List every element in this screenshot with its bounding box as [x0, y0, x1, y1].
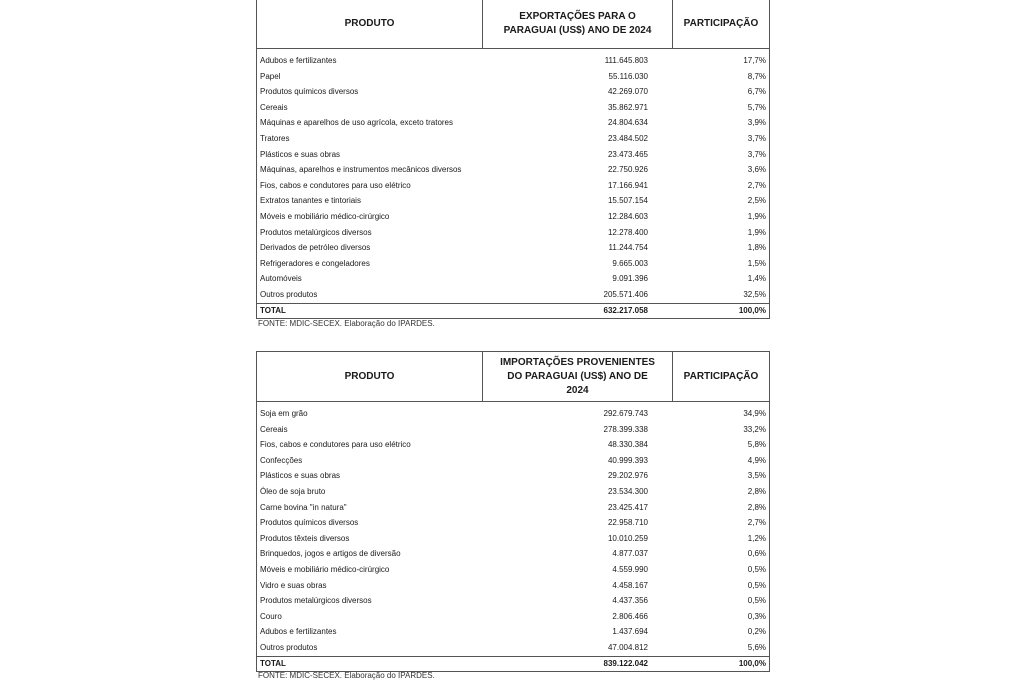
- table-row: [257, 484, 769, 500]
- table-row: [257, 578, 769, 594]
- value-cell: 10.010.259: [607, 533, 648, 543]
- product-cell: Adubos e fertilizantes: [260, 56, 337, 65]
- table-row: [257, 500, 769, 516]
- table-row: [257, 437, 769, 453]
- table-row: [257, 562, 769, 578]
- share-cell: 100,0%: [738, 305, 766, 315]
- share-cell: 1,8%: [747, 243, 766, 253]
- value-cell: 2.806.466: [612, 611, 648, 621]
- value-cell: 42.269.070: [607, 87, 648, 97]
- product-cell: Móveis e mobiliário médico-cirúrgico: [260, 564, 390, 574]
- value-cell: 48.330.384: [607, 440, 648, 450]
- exports-table-body: [257, 49, 769, 318]
- table-row: [257, 147, 769, 163]
- value-cell: 23.484.502: [607, 133, 648, 143]
- table-row: [257, 593, 769, 609]
- share-cell: 0,2%: [747, 627, 766, 637]
- table-row: [257, 609, 769, 625]
- share-cell: 1,4%: [747, 274, 766, 284]
- table-row: [257, 468, 769, 484]
- table-row: [257, 515, 769, 531]
- share-cell: 4,9%: [747, 455, 766, 465]
- value-cell: 23.534.300: [607, 486, 648, 496]
- table-row: [257, 209, 769, 225]
- table-row: [257, 256, 769, 272]
- share-cell: 1,2%: [747, 533, 766, 543]
- share-cell: 2,5%: [747, 196, 766, 206]
- value-cell: 29.202.976: [607, 471, 648, 481]
- product-cell: Carne bovina "in natura": [260, 502, 347, 512]
- value-cell: 22.750.926: [607, 165, 648, 175]
- product-cell: Cereais: [260, 424, 288, 434]
- share-cell: 2,8%: [747, 502, 766, 512]
- product-cell: Couro: [260, 611, 282, 621]
- table-row: [257, 624, 769, 640]
- value-cell: 4.559.990: [612, 564, 648, 574]
- product-cell: Móveis e mobiliário médico-cirúrgico: [260, 211, 390, 221]
- share-cell: 2,7%: [747, 180, 766, 190]
- table-row: [257, 69, 769, 85]
- product-cell: Produtos metalúrgicos diversos: [260, 596, 372, 606]
- share-cell: 2,7%: [747, 518, 766, 528]
- value-cell: 9.091.396: [612, 274, 648, 284]
- product-cell: Produtos químicos diversos: [260, 518, 359, 528]
- value-cell: 292.679.743: [603, 409, 648, 418]
- value-cell: 40.999.393: [607, 455, 648, 465]
- table-row: [257, 640, 769, 656]
- share-cell: 5,7%: [747, 102, 766, 112]
- share-cell: 2,8%: [747, 486, 766, 496]
- product-cell: Fios, cabos e condutores para uso elétrico: [260, 440, 411, 450]
- product-cell: Plásticos e suas obras: [260, 149, 341, 159]
- table-row: [257, 271, 769, 287]
- share-cell: 0,3%: [747, 611, 766, 621]
- share-cell: 34,9%: [743, 409, 766, 418]
- product-cell: Brinquedos, jogos e artigos de diversão: [260, 549, 401, 559]
- product-cell: Adubos e fertilizantes: [260, 627, 337, 637]
- table-row: [257, 178, 769, 194]
- product-cell: Produtos têxteis diversos: [260, 533, 350, 543]
- value-cell: 205.571.406: [603, 289, 648, 299]
- share-cell: 0,5%: [747, 580, 766, 590]
- table-row: [257, 100, 769, 116]
- table-row: [257, 287, 769, 303]
- value-cell: 4.877.037: [612, 549, 648, 559]
- product-cell: Vidro e suas obras: [260, 580, 327, 590]
- imports-table-header: [257, 352, 769, 402]
- product-cell: Óleo de soja bruto: [260, 486, 326, 496]
- table-row: [257, 115, 769, 131]
- total-row: [257, 303, 769, 318]
- share-cell: 5,6%: [747, 642, 766, 652]
- product-cell: TOTAL: [260, 658, 286, 668]
- value-cell: 4.437.356: [612, 596, 648, 606]
- table-row: [257, 546, 769, 562]
- share-cell: 17,7%: [743, 56, 766, 65]
- imports-table-body: [257, 402, 769, 671]
- product-cell: Outros produtos: [260, 289, 318, 299]
- value-cell: 12.278.400: [607, 227, 648, 237]
- product-cell: Soja em grão: [260, 409, 308, 418]
- table-row: [257, 193, 769, 209]
- header-produto: PRODUTO: [344, 370, 395, 382]
- product-cell: Produtos químicos diversos: [260, 87, 359, 97]
- share-cell: 8,7%: [747, 71, 766, 81]
- value-cell: 23.473.465: [607, 149, 648, 159]
- share-cell: 33,2%: [743, 424, 766, 434]
- share-cell: 3,5%: [747, 471, 766, 481]
- product-cell: Tratores: [260, 133, 290, 143]
- product-cell: Extratos tanantes e tintoriais: [260, 196, 361, 206]
- value-cell: 17.166.941: [607, 180, 648, 190]
- value-cell: 15.507.154: [607, 196, 648, 206]
- product-cell: Máquinas, aparelhos e instrumentos mecânicos diversos: [260, 165, 462, 175]
- product-cell: Refrigeradores e congeladores: [260, 258, 370, 268]
- value-cell: 35.862.971: [607, 102, 648, 112]
- table-row: [257, 131, 769, 147]
- value-cell: 111.645.803: [604, 56, 648, 65]
- imports-source-note: FONTE: MDIC-SECEX. Elaboração do IPARDES.: [258, 671, 435, 680]
- product-cell: Produtos metalúrgicos diversos: [260, 227, 372, 237]
- table-row: [257, 453, 769, 469]
- value-cell: 12.284.603: [607, 211, 648, 221]
- value-cell: 632.217.058: [603, 305, 648, 315]
- share-cell: 3,6%: [747, 165, 766, 175]
- share-cell: 32,5%: [743, 289, 766, 299]
- value-cell: 11.244.754: [608, 243, 648, 253]
- share-cell: 0,5%: [747, 596, 766, 606]
- share-cell: 1,9%: [747, 227, 766, 237]
- product-cell: Fios, cabos e condutores para uso elétrico: [260, 180, 411, 190]
- share-cell: 1,5%: [747, 258, 766, 268]
- share-cell: 5,8%: [747, 440, 766, 450]
- product-cell: TOTAL: [260, 305, 286, 315]
- table-row: [257, 240, 769, 256]
- value-cell: 1.437.694: [612, 627, 648, 637]
- table-row: [257, 53, 769, 69]
- product-cell: Cereais: [260, 102, 288, 112]
- share-cell: 0,5%: [747, 564, 766, 574]
- product-cell: Plásticos e suas obras: [260, 471, 341, 481]
- value-cell: 22.958.710: [607, 518, 648, 528]
- product-cell: Automóveis: [260, 274, 302, 284]
- table-row: [257, 162, 769, 178]
- total-row: [257, 656, 769, 671]
- value-cell: 55.116.030: [608, 71, 648, 81]
- table-row: [257, 406, 769, 422]
- product-cell: Papel: [260, 71, 281, 81]
- product-cell: Derivados de petróleo diversos: [260, 243, 371, 253]
- share-cell: 1,9%: [747, 211, 766, 221]
- value-cell: 278.399.338: [603, 424, 648, 434]
- share-cell: 6,7%: [747, 87, 766, 97]
- product-cell: Confecções: [260, 455, 303, 465]
- table-row: [257, 531, 769, 547]
- exports-source-note: FONTE: MDIC-SECEX. Elaboração do IPARDES.: [258, 319, 435, 328]
- product-cell: Outros produtos: [260, 642, 318, 652]
- value-cell: 24.804.634: [607, 118, 648, 128]
- exports-table: [256, 0, 770, 319]
- value-cell: 839.122.042: [603, 658, 648, 668]
- share-cell: 0,6%: [747, 549, 766, 559]
- value-cell: 4.458.167: [612, 580, 648, 590]
- header-imports-value: IMPORTAÇÕES PROVENIENTES DO PARAGUAI (US$) ANO DE 2024: [482, 352, 672, 401]
- table-row: [257, 225, 769, 241]
- share-cell: 3,7%: [747, 133, 766, 143]
- share-cell: 3,7%: [747, 149, 766, 159]
- header-participacao: PARTICIPAÇÃO: [672, 352, 769, 401]
- product-cell: Máquinas e aparelhos de uso agrícola, exceto tratores: [260, 118, 454, 128]
- header-participacao: PARTICIPAÇÃO: [672, 0, 769, 48]
- value-cell: 23.425.417: [607, 502, 648, 512]
- table-row: [257, 84, 769, 100]
- share-cell: 100,0%: [738, 658, 766, 668]
- header-exports-value: EXPORTAÇÕES PARA O PARAGUAI (US$) ANO DE 2024: [482, 0, 672, 48]
- share-cell: 3,9%: [747, 118, 766, 128]
- value-cell: 47.004.812: [607, 642, 648, 652]
- value-cell: 9.665.003: [612, 258, 648, 268]
- exports-table-header: [257, 0, 769, 49]
- table-row: [257, 422, 769, 438]
- imports-table: [256, 351, 770, 672]
- header-produto: PRODUTO: [344, 17, 395, 29]
